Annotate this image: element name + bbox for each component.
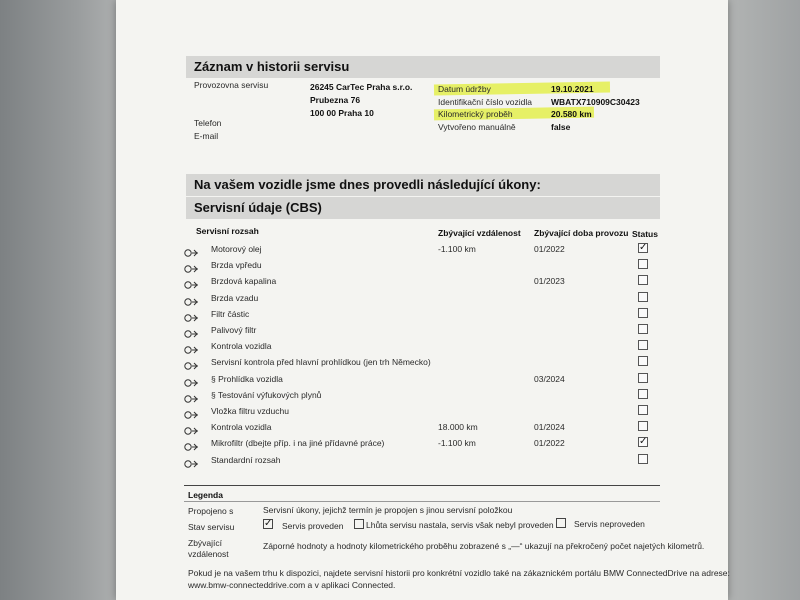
footer-line2: www.bmw-connecteddrive.com a v aplikaci Connected.	[188, 580, 396, 590]
row-label: Brzda vpředu	[211, 260, 262, 270]
legend-box-expired	[354, 519, 364, 529]
row-status-checkbox: ✓	[639, 436, 648, 447]
background-left	[0, 0, 130, 600]
row-time: 01/2023	[534, 276, 565, 286]
legend-stav-expired: Lhůta servisu nastala, servis však nebyl proveden	[366, 520, 554, 530]
row-status-checkbox	[638, 324, 648, 334]
car-icon	[183, 456, 201, 466]
telefon-label: Telefon	[194, 118, 222, 128]
brake-rear-icon	[183, 294, 201, 304]
km-value: 20.580 km	[551, 109, 592, 119]
row-status-checkbox	[638, 275, 648, 285]
row-status-checkbox	[638, 405, 648, 415]
legend-title: Legenda	[188, 490, 223, 500]
exhaust-test-icon	[183, 391, 201, 401]
microfilter-icon	[183, 439, 201, 449]
vehicle-check-icon	[183, 342, 201, 352]
row-time: 01/2022	[534, 244, 565, 254]
row-distance: 18.000 km	[438, 422, 478, 432]
legend-box-not	[556, 518, 566, 528]
col-rozsah: Servisní rozsah	[196, 226, 259, 236]
vin-label: Identifikační číslo vozidla	[438, 97, 533, 107]
oil-can-icon	[183, 245, 201, 255]
brake-front-icon	[183, 261, 201, 271]
provozovna-label: Provozovna servisu	[194, 80, 269, 90]
datum-value: 19.10.2021	[551, 84, 594, 94]
row-label: § Testování výfukových plynů	[211, 390, 322, 400]
row-label: Standardní rozsah	[211, 455, 281, 465]
section-title: Na vašem vozidle jsme dnes provedli následující úkony:	[186, 174, 660, 196]
row-status-checkbox	[638, 308, 648, 318]
legend-stav-not: Servis neproveden	[574, 519, 645, 529]
provozovna-name: 26245 CarTec Praha s.r.o.	[310, 82, 413, 92]
row-label: Brzda vzadu	[211, 293, 259, 303]
row-label: Filtr částic	[211, 309, 250, 319]
fuel-filter-icon	[183, 326, 201, 336]
row-status-checkbox	[638, 421, 648, 431]
km-label: Kilometrický proběh	[438, 109, 513, 119]
row-status-checkbox	[638, 454, 648, 464]
row-label: Palivový filtr	[211, 325, 257, 335]
row-status-checkbox	[638, 389, 648, 399]
legend-top-rule	[184, 485, 660, 486]
row-status-checkbox	[638, 356, 648, 366]
row-time: 01/2022	[534, 438, 565, 448]
service-check-icon	[183, 358, 201, 368]
legend-propojeno-text: Servisní úkony, jejichž termín je propojen s jinou servisní položkou	[263, 505, 513, 515]
manual-label: Vytvořeno manuálně	[438, 122, 516, 132]
air-filter-icon	[183, 407, 201, 417]
col-vzdalenost: Zbývající vzdálenost	[438, 228, 521, 238]
row-label: Kontrola vozidla	[211, 422, 272, 432]
brake-fluid-icon	[183, 277, 201, 287]
row-time: 03/2024	[534, 374, 565, 384]
row-label: Mikrofiltr (dbejte příp. i na jiné přídavné práce)	[211, 438, 385, 448]
row-time: 01/2024	[534, 422, 565, 432]
row-label: Motorový olej	[211, 244, 262, 254]
row-status-checkbox	[638, 340, 648, 350]
datum-label: Datum údržby	[438, 84, 491, 94]
legend-zbyvajici-label-1: Zbývající	[188, 538, 223, 548]
row-status-checkbox	[638, 292, 648, 302]
row-label: Brzdová kapalina	[211, 276, 277, 286]
address-line1: Prubezna 76	[310, 95, 361, 105]
record-title: Záznam v historii servisu	[186, 56, 660, 78]
col-status: Status	[632, 229, 658, 239]
legend-rule	[184, 501, 660, 502]
row-label: § Prohlídka vozidla	[211, 374, 283, 384]
legend-check-box-done: ✓	[264, 518, 273, 529]
cbs-title: Servisní údaje (CBS)	[186, 197, 660, 219]
legend-zbyvajici-text: Záporné hodnoty a hodnoty kilometrického proběhu zobrazené s „—“ ukazují na překročený počet najetých kilometrů.	[263, 541, 705, 551]
footer-line1: Pokud je na vašem trhu k dispozici, najdete servisní historii pro konkrétní vozidlo také na zákaznickém portálu BMW ConnectedDrive na adrese:	[188, 568, 730, 578]
vin-value: WBATX710909C30423	[551, 97, 640, 107]
row-distance: -1.100 km	[438, 438, 476, 448]
legend-stav-done: Servis proveden	[282, 521, 344, 531]
legend-zbyvajici-label-2: vzdálenost	[188, 549, 229, 559]
col-doba: Zbývající doba provozu	[534, 228, 629, 238]
address-line2: 100 00 Praha 10	[310, 108, 374, 118]
row-label: Kontrola vozidla	[211, 341, 272, 351]
row-status-checkbox: ✓	[639, 242, 648, 253]
row-status-checkbox	[638, 373, 648, 383]
row-distance: -1.100 km	[438, 244, 476, 254]
row-label: Vložka filtru vzduchu	[211, 406, 289, 416]
vehicle-check-icon	[183, 423, 201, 433]
manual-value: false	[551, 122, 571, 132]
row-label: Servisní kontrola před hlavní prohlídkou (jen trh Německo)	[211, 357, 431, 367]
email-label: E-mail	[194, 131, 219, 141]
inspection-icon	[183, 375, 201, 385]
row-status-checkbox	[638, 259, 648, 269]
legend-stav-label: Stav servisu	[188, 522, 235, 532]
legend-propojeno-label: Propojeno s	[188, 506, 234, 516]
particle-filter-icon	[183, 310, 201, 320]
